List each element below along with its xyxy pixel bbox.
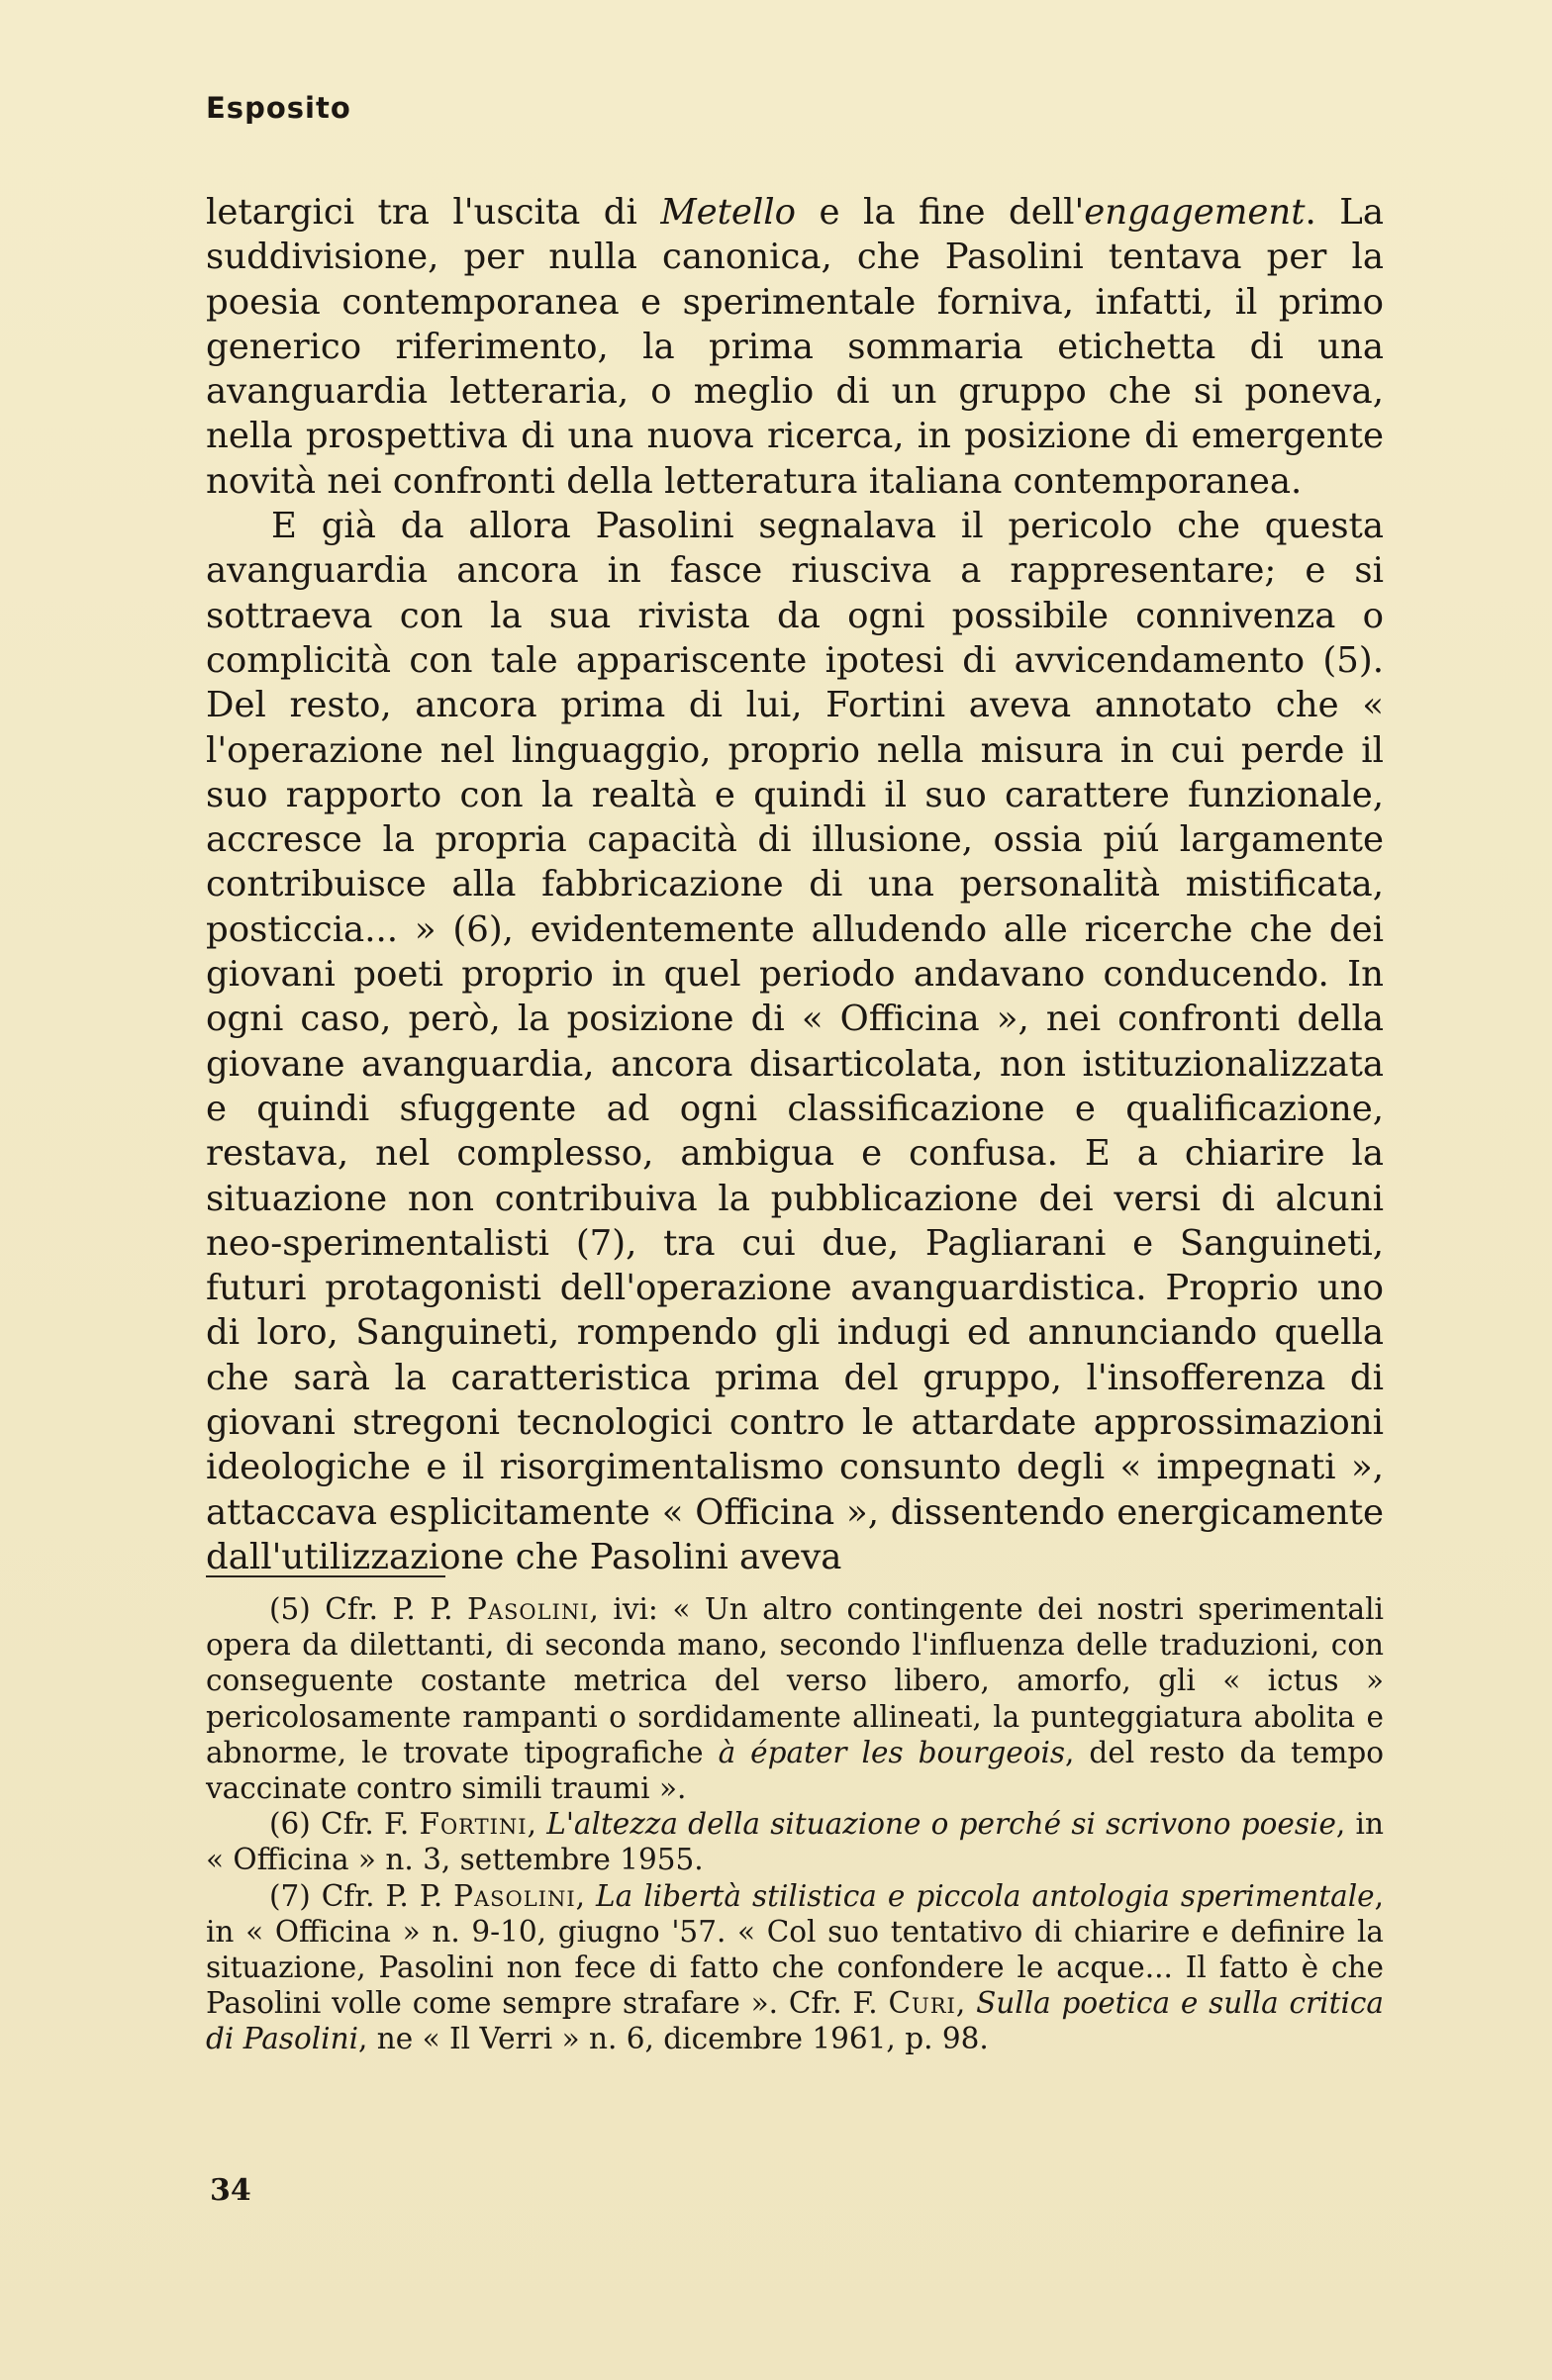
- fn7-text-4: ,: [955, 1986, 977, 2021]
- fn6-italic-title: L'altezza della situazione o perché si scrivono poesie: [546, 1807, 1336, 1842]
- fn7-italic-title-1: La libertà stilistica e piccola antologia sperimentale: [596, 1878, 1375, 1913]
- page-number: 34: [210, 2173, 251, 2208]
- footnote-7: [206, 1878, 1384, 2057]
- fn6-text-3: , in « Officina » n. 3, settembre 1955.: [206, 1807, 1384, 1877]
- footnote-5: [206, 1591, 1384, 1806]
- body-text: [206, 190, 1384, 1579]
- p1-italic-metello: Metello: [660, 192, 797, 233]
- p1-text-1: letargici tra l'uscita di: [206, 192, 661, 233]
- fn6-author: Fortini: [419, 1807, 528, 1842]
- paragraph-1: [206, 190, 1384, 504]
- fn5-text-2: , ivi: « Un altro contingente dei nostri sperimentali opera da dilettanti, di seconda mano, secondo l'influenza delle traduzioni, con conseguente costante metrica del verso libero, amorfo, gli « ictus » pericolosamente rampanti o sordidamente allineati, la punteggiatura abolita e abnorme, le trovate tipografiche: [206, 1592, 1384, 1769]
- fn7-author: Pasolini: [453, 1878, 576, 1913]
- footnote-6: [206, 1806, 1384, 1877]
- fn7-text-1: (7) Cfr. P. P.: [269, 1878, 454, 1913]
- fn7-author-2: Curi: [888, 1986, 956, 2021]
- fn7-text-5: , ne « Il Verri » n. 6, dicembre 1961, p. 98.: [358, 2022, 989, 2056]
- fn5-italic: à épater les bourgeois: [718, 1735, 1066, 1769]
- fn6-text-2: ,: [527, 1807, 547, 1842]
- running-head: Esposito: [206, 91, 351, 125]
- footnote-rule: [206, 1575, 445, 1577]
- fn5-text-1: (5) Cfr. P. P.: [269, 1592, 467, 1626]
- fn5-text-3: , del resto da tempo vaccinate contro simili traumi ».: [206, 1735, 1384, 1806]
- p1-text-3: . La suddivisione, per nulla canonica, che Pasolini tentava per la poesia contemporanea e sperimentale forniva, infatti, il primo generico riferimento, la prima sommaria etichetta di una avanguardia letteraria, o meglio di un gruppo che si poneva, nella prospettiva di una nuova ricerca, in posizione di emergente novità nei confronti della letteratura italiana contemporanea.: [206, 192, 1384, 502]
- fn5-author: Pasolini: [466, 1592, 590, 1626]
- footnotes: [206, 1591, 1384, 2057]
- fn7-text-3: , in « Officina » n. 9-10, giugno '57. « Col suo tentativo di chiarire e definire la situazione, Pasolini non fece di fatto che confondere le acque... Il fatto è che Pasolini volle come sempre strafare ». Cfr. F.: [206, 1878, 1384, 2021]
- paragraph-2: E già da allora Pasolini segnalava il pericolo che questa avanguardia ancora in fasce riusciva a rappresentare; e si sottraeva con la sua rivista da ogni possibile connivenza o complicità con tale appariscente ipotesi di avvicendamento (5). Del resto, ancora prima di lui, Fortini aveva annotato che « l'operazione nel linguaggio, proprio nella misura in cui perde il suo rapporto con la realtà e quindi il suo carattere funzionale, accresce la propria capacità di illusione, ossia piú largamente contribuisce alla fabbricazione di una personalità mistificata, posticcia... » (6), evidentemente alludendo alle ricerche che dei giovani poeti proprio in quel periodo andavano conducendo. In ogni caso, però, la posizione di « Officina », nei confronti della giovane avanguardia, ancora disarticolata, non istituzionalizzata e quindi sfuggente ad ogni classificazione e qualificazione, restava, nel complesso, ambigua e confusa. E a chiarire la situazione non contribuiva la pubblicazione dei versi di alcuni neo-sperimentalisti (7), tra cui due, Pagliarani e Sanguineti, futuri protagonisti dell'operazione avanguardistica. Proprio uno di loro, Sanguineti, rompendo gli indugi ed annunciando quella che sarà la caratteristica prima del gruppo, l'insofferenza di giovani stregoni tecnologici contro le attardate approssimazioni ideologiche e il risorgimentalismo consunto degli « impegnati », attaccava esplicitamente « Officina », dissentendo energicamente dall'utilizzazione che Pasolini aveva: [206, 506, 1384, 1577]
- p1-text-2: e la fine dell': [796, 192, 1085, 233]
- p1-italic-engagement: engagement: [1084, 192, 1306, 233]
- fn7-text-2: ,: [575, 1878, 597, 1913]
- fn6-text-1: (6) Cfr. F.: [269, 1807, 420, 1842]
- fn7-italic-title-2: Sulla poetica e sulla critica di Pasolini: [206, 1986, 1384, 2056]
